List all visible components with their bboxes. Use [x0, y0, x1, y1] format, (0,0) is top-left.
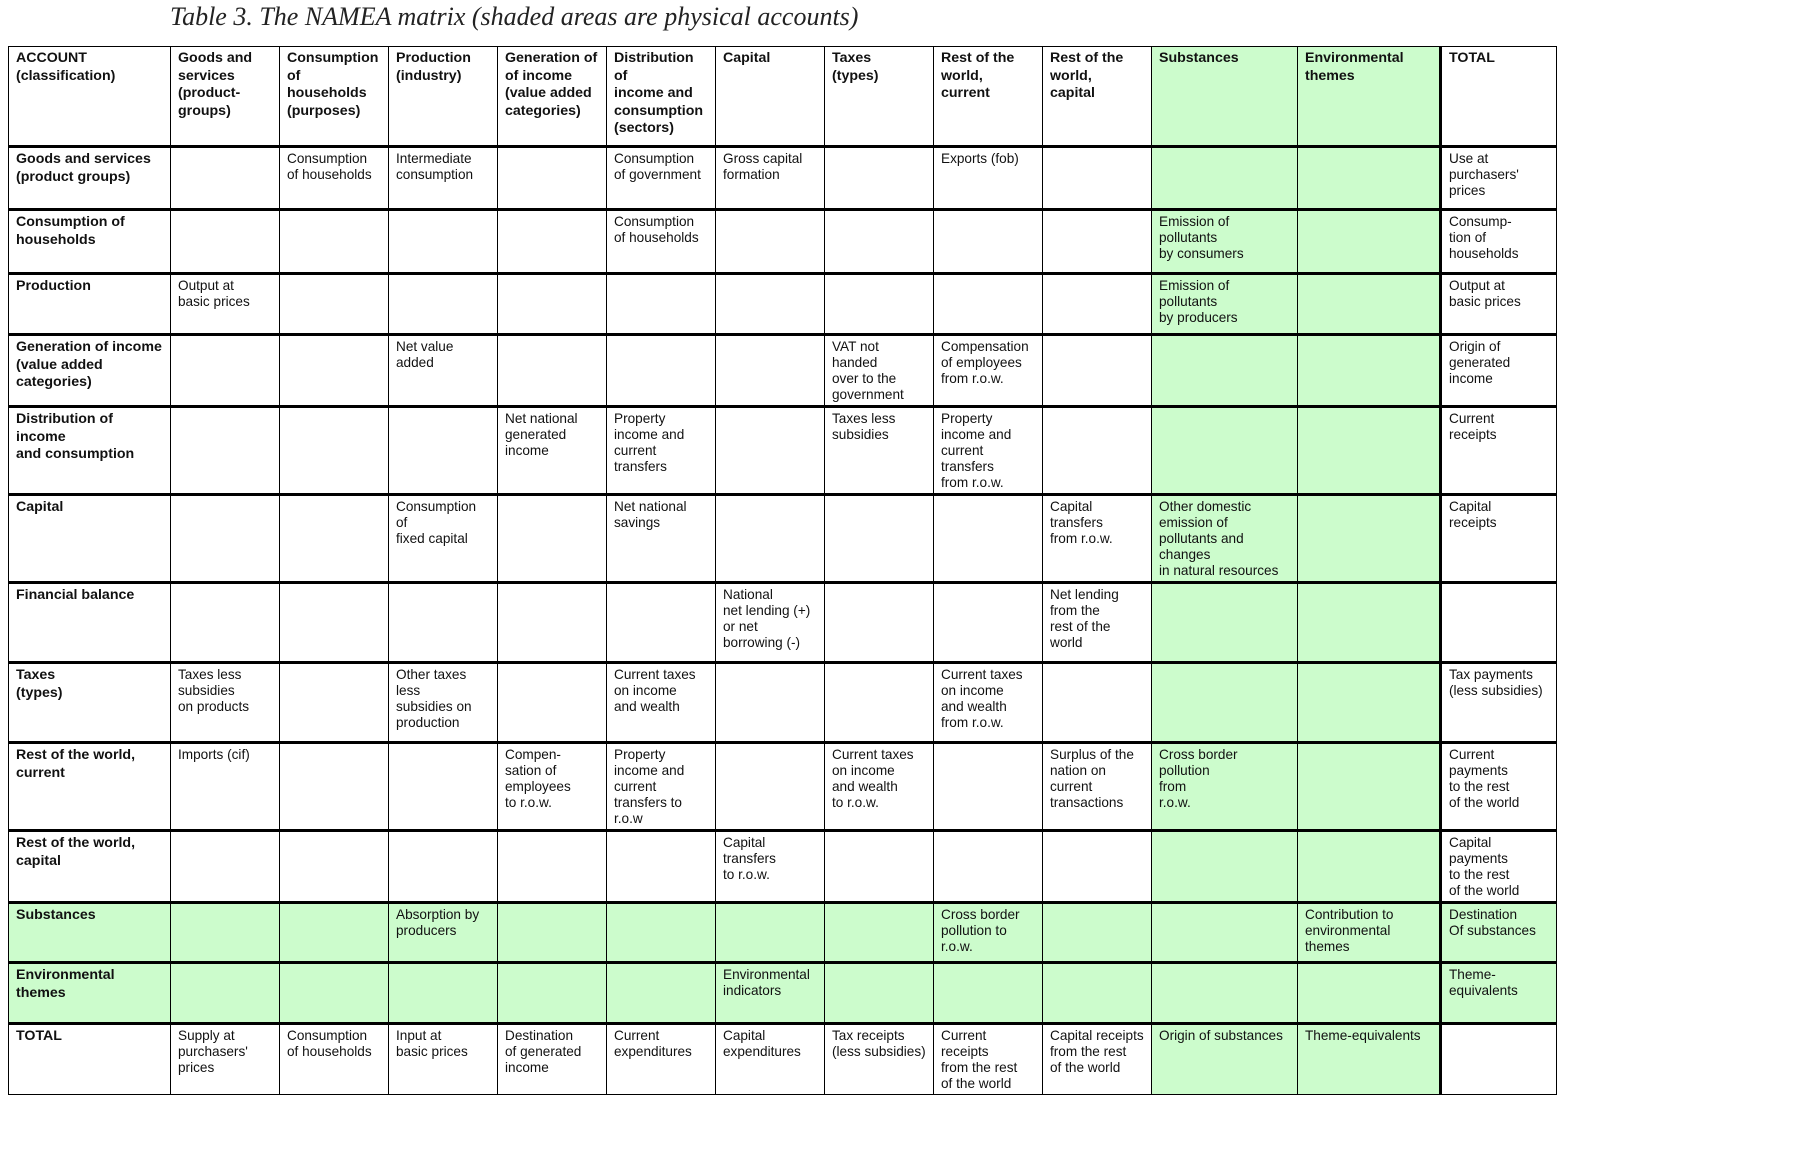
matrix-cell [280, 663, 389, 743]
matrix-cell [280, 743, 389, 831]
matrix-cell [607, 583, 716, 663]
matrix-cell: Other taxes less subsidies on production [389, 663, 498, 743]
matrix-cell [825, 210, 934, 274]
matrix-cell: Compen- sation of employees to r.o.w. [498, 743, 607, 831]
matrix-cell [171, 147, 280, 210]
matrix-cell [280, 407, 389, 495]
table-header-row [9, 47, 1557, 147]
namea-matrix-table [8, 46, 1557, 1095]
row-header: Financial balance [9, 583, 171, 663]
matrix-cell: Intermediate consumption [389, 147, 498, 210]
table-row [9, 210, 1557, 274]
matrix-cell [498, 903, 607, 963]
matrix-cell: Emission of pollutants by producers [1152, 274, 1298, 335]
row-header: Generation of income (value added categories) [9, 335, 171, 407]
matrix-cell: Property income and current transfers to r.o.w [607, 743, 716, 831]
matrix-cell [1441, 583, 1557, 663]
matrix-cell [1298, 274, 1441, 335]
matrix-cell [171, 495, 280, 583]
matrix-cell: Origin of generated income [1441, 335, 1557, 407]
matrix-cell [1043, 831, 1152, 903]
matrix-cell [498, 963, 607, 1024]
matrix-cell [1441, 1024, 1557, 1095]
matrix-cell [825, 147, 934, 210]
matrix-cell: Current taxes on income and wealth to r.o.w. [825, 743, 934, 831]
matrix-cell [934, 963, 1043, 1024]
matrix-cell: Theme-equivalents [1298, 1024, 1441, 1095]
matrix-cell [498, 210, 607, 274]
matrix-cell: Consump- tion of households [1441, 210, 1557, 274]
matrix-cell [280, 583, 389, 663]
column-header: Taxes (types) [825, 47, 934, 147]
matrix-cell [716, 495, 825, 583]
matrix-cell [825, 274, 934, 335]
matrix-cell [1152, 147, 1298, 210]
matrix-cell [280, 335, 389, 407]
matrix-cell [171, 583, 280, 663]
matrix-cell [1152, 831, 1298, 903]
matrix-cell: Property income and current transfers from r.o.w. [934, 407, 1043, 495]
matrix-cell: Imports (cif) [171, 743, 280, 831]
matrix-cell [825, 663, 934, 743]
matrix-cell [389, 274, 498, 335]
matrix-cell: Gross capital formation [716, 147, 825, 210]
matrix-cell [934, 831, 1043, 903]
matrix-cell: Exports (fob) [934, 147, 1043, 210]
matrix-cell [1298, 147, 1441, 210]
matrix-cell [498, 495, 607, 583]
matrix-cell [1298, 335, 1441, 407]
matrix-cell: Current receipts [1441, 407, 1557, 495]
matrix-cell: Consumption of government [607, 147, 716, 210]
table-row [9, 903, 1557, 963]
matrix-cell [1298, 210, 1441, 274]
matrix-cell [1298, 963, 1441, 1024]
matrix-cell [1043, 274, 1152, 335]
matrix-cell: Property income and current transfers [607, 407, 716, 495]
matrix-cell: Capital receipts from the rest of the world [1043, 1024, 1152, 1095]
matrix-cell: Net lending from the rest of the world [1043, 583, 1152, 663]
matrix-cell: Net national generated income [498, 407, 607, 495]
matrix-cell [280, 963, 389, 1024]
matrix-cell [607, 335, 716, 407]
matrix-cell [825, 963, 934, 1024]
matrix-cell [716, 274, 825, 335]
matrix-cell: Capital transfers to r.o.w. [716, 831, 825, 903]
matrix-cell [1043, 147, 1152, 210]
matrix-cell [716, 335, 825, 407]
matrix-cell [498, 663, 607, 743]
column-header: Production (industry) [389, 47, 498, 147]
matrix-cell: Supply at purchasers' prices [171, 1024, 280, 1095]
row-header: Taxes (types) [9, 663, 171, 743]
matrix-cell: Theme- equivalents [1441, 963, 1557, 1024]
matrix-cell [934, 743, 1043, 831]
matrix-cell [280, 495, 389, 583]
matrix-cell: VAT not handed over to the government [825, 335, 934, 407]
table-row [9, 147, 1557, 210]
row-header: Substances [9, 903, 171, 963]
row-header: Production [9, 274, 171, 335]
matrix-cell [607, 963, 716, 1024]
matrix-cell: Consumption of households [607, 210, 716, 274]
table-row [9, 495, 1557, 583]
row-header: Distribution of income and consumption [9, 407, 171, 495]
matrix-cell [825, 903, 934, 963]
matrix-cell [1298, 831, 1441, 903]
column-header: ACCOUNT (classification) [9, 47, 171, 147]
matrix-cell: Destination Of substances [1441, 903, 1557, 963]
matrix-cell [280, 210, 389, 274]
matrix-cell [607, 831, 716, 903]
matrix-cell [934, 210, 1043, 274]
matrix-cell [1298, 495, 1441, 583]
matrix-cell: Emission of pollutants by consumers [1152, 210, 1298, 274]
table-row [9, 274, 1557, 335]
matrix-cell: Capital transfers from r.o.w. [1043, 495, 1152, 583]
matrix-cell [1152, 903, 1298, 963]
column-header: TOTAL [1441, 47, 1557, 147]
matrix-cell: Current receipts from the rest of the world [934, 1024, 1043, 1095]
row-header: Capital [9, 495, 171, 583]
matrix-cell [1043, 903, 1152, 963]
table-row [9, 831, 1557, 903]
matrix-cell [716, 407, 825, 495]
matrix-cell [825, 831, 934, 903]
table-row [9, 663, 1557, 743]
matrix-cell: Compensation of employees from r.o.w. [934, 335, 1043, 407]
column-header: Generation of of income (value added categories) [498, 47, 607, 147]
matrix-cell [607, 274, 716, 335]
column-header: Distribution of income and consumption (sectors) [607, 47, 716, 147]
matrix-cell: Cross border pollution to r.o.w. [934, 903, 1043, 963]
table-row [9, 743, 1557, 831]
column-header: Consumption of households (purposes) [280, 47, 389, 147]
matrix-cell: Absorption by producers [389, 903, 498, 963]
matrix-cell [1043, 407, 1152, 495]
matrix-cell [498, 335, 607, 407]
matrix-cell: Capital receipts [1441, 495, 1557, 583]
matrix-cell: Origin of substances [1152, 1024, 1298, 1095]
matrix-cell [607, 903, 716, 963]
matrix-cell: National net lending (+) or net borrowing (-) [716, 583, 825, 663]
matrix-cell: Capital payments to the rest of the world [1441, 831, 1557, 903]
matrix-cell [389, 743, 498, 831]
matrix-cell [171, 210, 280, 274]
matrix-cell [498, 147, 607, 210]
matrix-cell [498, 831, 607, 903]
matrix-cell [389, 407, 498, 495]
matrix-cell [934, 495, 1043, 583]
matrix-cell [1152, 335, 1298, 407]
matrix-cell [171, 903, 280, 963]
row-header: Consumption of households [9, 210, 171, 274]
matrix-cell [1043, 335, 1152, 407]
row-header: Rest of the world, current [9, 743, 171, 831]
table-row [9, 583, 1557, 663]
matrix-cell [1043, 663, 1152, 743]
matrix-cell [280, 903, 389, 963]
matrix-cell: Output at basic prices [171, 274, 280, 335]
matrix-cell [280, 831, 389, 903]
matrix-cell [389, 210, 498, 274]
matrix-cell [716, 743, 825, 831]
matrix-cell: Other domestic emission of pollutants and changes in natural resources [1152, 495, 1298, 583]
table-row [9, 963, 1557, 1024]
table-caption: Table 3. The NAMEA matrix (shaded areas are physical accounts) [170, 2, 859, 31]
column-header: Rest of the world, current [934, 47, 1043, 147]
matrix-cell: Tax payments (less subsidies) [1441, 663, 1557, 743]
matrix-cell [1298, 583, 1441, 663]
matrix-cell [716, 663, 825, 743]
matrix-cell [1152, 963, 1298, 1024]
matrix-cell: Cross border pollution from r.o.w. [1152, 743, 1298, 831]
matrix-cell: Taxes less subsidies on products [171, 663, 280, 743]
matrix-cell: Consumption of households [280, 147, 389, 210]
matrix-cell: Consumption of households [280, 1024, 389, 1095]
matrix-cell [825, 495, 934, 583]
matrix-cell [498, 583, 607, 663]
column-header: Substances [1152, 47, 1298, 147]
matrix-cell: Environmental indicators [716, 963, 825, 1024]
matrix-cell: Contribution to environmental themes [1298, 903, 1441, 963]
column-header: Rest of the world, capital [1043, 47, 1152, 147]
matrix-cell: Taxes less subsidies [825, 407, 934, 495]
matrix-cell [171, 335, 280, 407]
row-header: TOTAL [9, 1024, 171, 1095]
matrix-cell [1152, 663, 1298, 743]
matrix-cell: Consumption of fixed capital [389, 495, 498, 583]
matrix-cell: Current taxes on income and wealth [607, 663, 716, 743]
matrix-cell: Input at basic prices [389, 1024, 498, 1095]
matrix-cell [1298, 743, 1441, 831]
matrix-cell [934, 583, 1043, 663]
column-header: Environmental themes [1298, 47, 1441, 147]
matrix-cell: Net national savings [607, 495, 716, 583]
row-header: Goods and services (product groups) [9, 147, 171, 210]
matrix-cell [1298, 407, 1441, 495]
matrix-cell: Tax receipts (less subsidies) [825, 1024, 934, 1095]
matrix-cell [171, 407, 280, 495]
row-header: Rest of the world, capital [9, 831, 171, 903]
matrix-cell: Net value added [389, 335, 498, 407]
table-row [9, 1024, 1557, 1095]
table-row [9, 335, 1557, 407]
matrix-cell: Current payments to the rest of the world [1441, 743, 1557, 831]
matrix-cell: Current taxes on income and wealth from r.o.w. [934, 663, 1043, 743]
matrix-cell [389, 963, 498, 1024]
matrix-cell [1043, 963, 1152, 1024]
matrix-cell [498, 274, 607, 335]
matrix-cell: Surplus of the nation on current transactions [1043, 743, 1152, 831]
table-row [9, 407, 1557, 495]
matrix-cell [825, 583, 934, 663]
matrix-cell: Use at purchasers' prices [1441, 147, 1557, 210]
matrix-cell [716, 210, 825, 274]
column-header: Capital [716, 47, 825, 147]
matrix-cell: Destination of generated income [498, 1024, 607, 1095]
matrix-cell [389, 583, 498, 663]
matrix-cell [716, 903, 825, 963]
matrix-cell: Output at basic prices [1441, 274, 1557, 335]
matrix-cell [1152, 583, 1298, 663]
matrix-cell [171, 831, 280, 903]
matrix-cell [934, 274, 1043, 335]
matrix-cell [389, 831, 498, 903]
matrix-cell [1043, 210, 1152, 274]
matrix-cell [280, 274, 389, 335]
column-header: Goods and services (product- groups) [171, 47, 280, 147]
matrix-cell: Current expenditures [607, 1024, 716, 1095]
matrix-cell [1152, 407, 1298, 495]
matrix-cell [171, 963, 280, 1024]
row-header: Environmental themes [9, 963, 171, 1024]
matrix-cell: Capital expenditures [716, 1024, 825, 1095]
matrix-cell [1298, 663, 1441, 743]
